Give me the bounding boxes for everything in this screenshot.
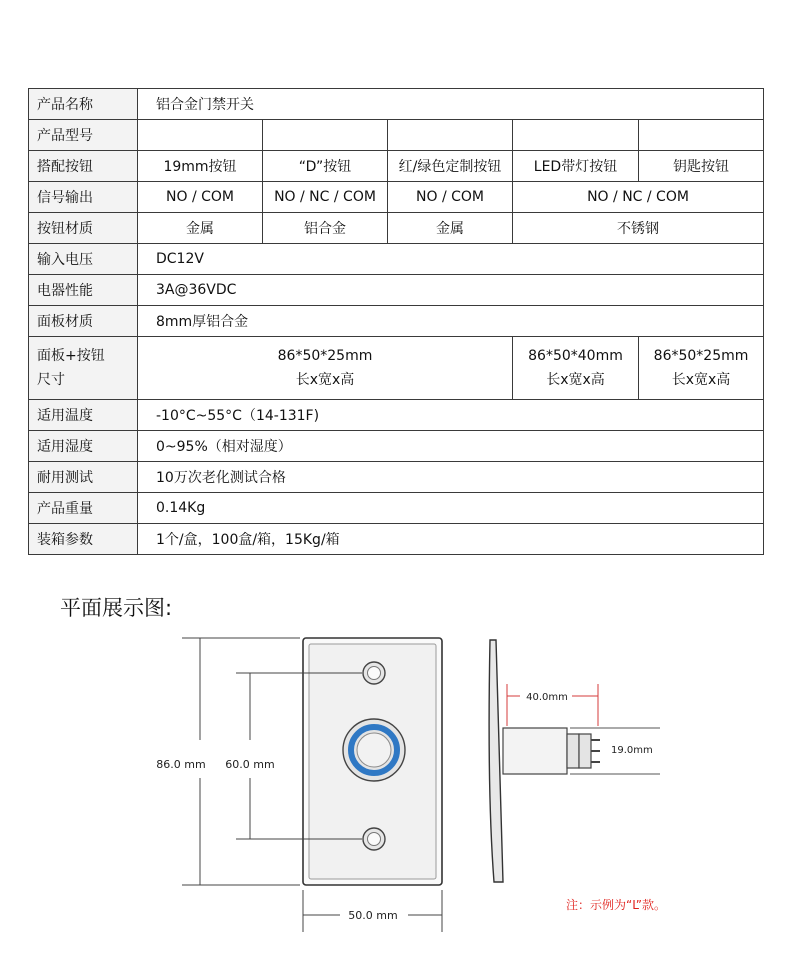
value-input-voltage: DC12V xyxy=(138,244,764,275)
model-cell xyxy=(388,120,513,151)
label-packing: 装箱参数 xyxy=(29,524,138,555)
value-electrical: 3A@36VDC xyxy=(138,275,764,306)
button-diameter-label: 19.0mm xyxy=(611,745,653,756)
button-type-cell: LED带灯按钮 xyxy=(513,151,639,182)
label-size xyxy=(29,337,138,400)
label-electrical: 电器性能 xyxy=(29,275,138,306)
size-dimensions: 86*50*40mm xyxy=(528,348,623,364)
row-electrical xyxy=(29,275,764,306)
height-dimension-label: 86.0 mm xyxy=(156,758,206,771)
size-axes: 长x宽x高 xyxy=(295,372,355,388)
row-size xyxy=(29,337,764,400)
depth-dimension xyxy=(507,684,598,726)
signal-cell: NO / COM xyxy=(138,182,263,213)
material-cell: 铝合金 xyxy=(263,213,388,244)
hole-spacing-label: 60.0 mm xyxy=(225,758,275,771)
size-cell xyxy=(639,337,764,400)
dimension-drawing xyxy=(0,620,790,966)
size-dimensions: 86*50*25mm xyxy=(653,348,749,364)
row-button-material xyxy=(29,213,764,244)
width-dimension-label: 50.0 mm xyxy=(348,909,398,922)
model-cell xyxy=(263,120,388,151)
row-humidity xyxy=(29,431,764,462)
signal-cell: NO / COM xyxy=(388,182,513,213)
material-cell: 不锈钢 xyxy=(513,213,764,244)
row-product-name xyxy=(29,89,764,120)
button-type-cell: 19mm按钮 xyxy=(138,151,263,182)
row-input-voltage xyxy=(29,244,764,275)
model-cell xyxy=(639,120,764,151)
label-panel-material: 面板材质 xyxy=(29,306,138,337)
row-temperature xyxy=(29,400,764,431)
size-axes: 长x宽x高 xyxy=(546,372,605,388)
row-model xyxy=(29,120,764,151)
size-axes: 长x宽x高 xyxy=(671,372,731,388)
size-cell xyxy=(138,337,513,400)
drawing-note: 注：示例为“L”款。 xyxy=(566,898,666,912)
screw-hole-bottom xyxy=(363,828,385,850)
led-button xyxy=(343,719,405,781)
row-panel-material xyxy=(29,306,764,337)
material-cell: 金属 xyxy=(138,213,263,244)
button-type-cell: 红/绿色定制按钮 xyxy=(388,151,513,182)
label-weight: 产品重量 xyxy=(29,493,138,524)
row-signal-output xyxy=(29,182,764,213)
button-type-cell: “D”按钮 xyxy=(263,151,388,182)
row-matching-button xyxy=(29,151,764,182)
screw-hole-top xyxy=(363,662,385,684)
spec-table xyxy=(28,88,764,555)
section-title: 平面展示图: xyxy=(60,596,173,620)
label-model: 产品型号 xyxy=(29,120,138,151)
value-weight: 0.14Kg xyxy=(138,493,764,524)
size-cell xyxy=(513,337,639,400)
label-size-line1: 面板+按钮 xyxy=(37,348,105,364)
model-cell xyxy=(513,120,639,151)
label-input-voltage: 输入电压 xyxy=(29,244,138,275)
value-panel-material: 8mm厚铝合金 xyxy=(138,306,764,337)
label-matching-button: 搭配按钮 xyxy=(29,151,138,182)
signal-cell: NO / NC / COM xyxy=(263,182,388,213)
label-durability: 耐用测试 xyxy=(29,462,138,493)
label-size-line2: 尺寸 xyxy=(37,372,65,388)
label-button-material: 按钮材质 xyxy=(29,213,138,244)
model-cell xyxy=(138,120,263,151)
value-product-name: 铝合金门禁开关 xyxy=(138,89,764,120)
label-temperature: 适用温度 xyxy=(29,400,138,431)
material-cell: 金属 xyxy=(388,213,513,244)
value-packing: 1个/盒，100盒/箱，15Kg/箱 xyxy=(138,524,764,555)
label-signal-output: 信号输出 xyxy=(29,182,138,213)
value-durability: 10万次老化测试合格 xyxy=(138,462,764,493)
value-humidity: 0~95%（相对湿度） xyxy=(138,431,764,462)
button-type-cell: 钥匙按钮 xyxy=(639,151,764,182)
row-weight xyxy=(29,493,764,524)
depth-dimension-label: 40.0mm xyxy=(526,692,568,703)
label-product-name: 产品名称 xyxy=(29,89,138,120)
signal-cell: NO / NC / COM xyxy=(513,182,764,213)
size-dimensions: 86*50*25mm xyxy=(277,348,373,364)
row-packing xyxy=(29,524,764,555)
row-durability xyxy=(29,462,764,493)
side-view xyxy=(489,640,600,882)
label-humidity: 适用湿度 xyxy=(29,431,138,462)
value-temperature: -10°C~55°C（14-131F) xyxy=(138,400,764,431)
